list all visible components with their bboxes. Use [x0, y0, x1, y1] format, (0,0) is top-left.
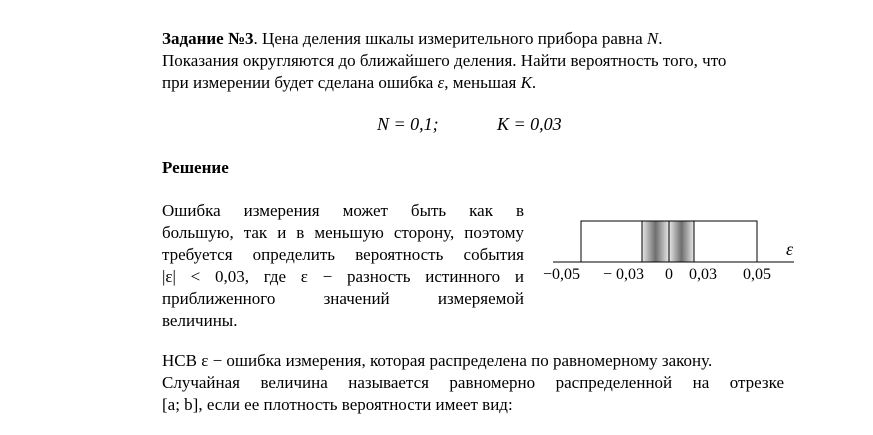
tick-005: 0,05	[743, 266, 771, 283]
tick-003: 0,03	[689, 266, 717, 283]
task-line3-start: при измерении будет сделана ошибка	[162, 73, 438, 92]
var-eps: ε	[437, 73, 445, 92]
tick-minus-005: −0,05	[543, 266, 581, 283]
tick-minus-003: − 0,03	[603, 266, 645, 283]
task-line3-end: .	[531, 73, 537, 92]
var-k: K	[520, 73, 532, 92]
task-label: Задание №3	[162, 29, 254, 48]
axis-label-eps: ε	[786, 239, 794, 259]
formula-k: K = 0,03	[497, 114, 562, 134]
var-n: N	[646, 29, 659, 48]
formula-n: N = 0,1;	[377, 114, 439, 134]
solution-line-5: приближенного значений измеряемой	[162, 289, 524, 308]
solution-line-3: требуется определить вероятность события	[162, 245, 524, 264]
solution-line-1: Ошибка измерения может быть как в	[162, 201, 524, 220]
solution-line-4: |ε| < 0,03, где ε − разность истинного и	[162, 267, 524, 286]
tick-zero: 0	[665, 266, 673, 283]
task-line1-text: . Цена деления шкалы измерительного прибора равна	[253, 29, 647, 48]
solution-heading: Решение	[162, 158, 229, 177]
interval-shade-right	[669, 221, 694, 262]
task-line1-dot: .	[658, 29, 663, 48]
bottom-line-1: НСВ ε − ошибка измерения, которая распределена по равномерному закону.	[162, 351, 713, 370]
bottom-line-2: Случайная величина называется равномерно распределенной на отрезке	[162, 373, 784, 392]
task-line3-mid: , меньшая	[444, 73, 521, 92]
solution-line-2: большую, так и в меньшую сторону, поэтому	[162, 223, 524, 242]
task-line-2: Показания округляются до ближайшего деления. Найти вероятность того, что	[162, 51, 727, 70]
interval-shade-left	[642, 221, 669, 262]
solution-line-6: величины.	[162, 311, 238, 330]
bottom-line-3: [a; b], если ее плотность вероятности имеет вид:	[162, 395, 513, 414]
